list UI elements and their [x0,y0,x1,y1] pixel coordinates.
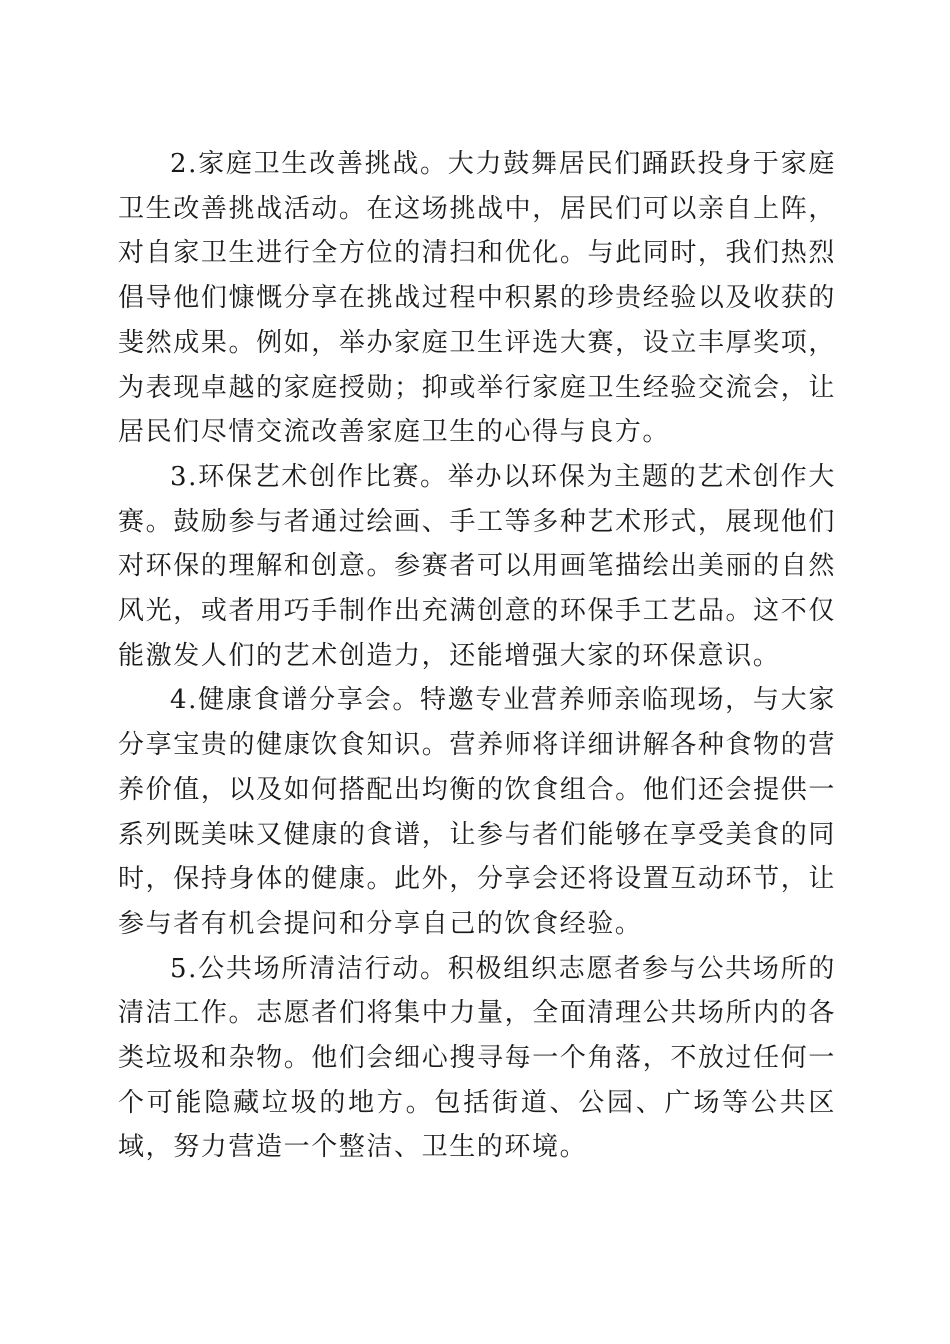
paragraph-public-place-cleanup: 5.公共场所清洁行动。积极组织志愿者参与公共场所的清洁工作。志愿者们将集中力量，全面清理公共场所内的各类垃圾和杂物。他们会细心搜寻每一个角落，不放过任何一个可能隐藏垃圾的地方。包括街道、公园、广场等公共区域，努力营造一个整洁、卫生的环境。 [118,953,836,1163]
paragraph-household-hygiene-challenge: 2.家庭卫生改善挑战。大力鼓舞居民们踊跃投身于家庭卫生改善挑战活动。在这场挑战中，居民们可以亲自上阵，对自家卫生进行全方位的清扫和优化。与此同时，我们热烈倡导他们慷慨分享在挑战过程中积累的珍贵经验以及收获的斐然成果。例如，举办家庭卫生评选大赛，设立丰厚奖项，为表现卓越的家庭授勋；抑或举行家庭卫生经验交流会，让居民们尽情交流改善家庭卫生的心得与良方。 [118,149,836,448]
document-body [118,142,836,1170]
paragraph-healthy-recipe-sharing: 4.健康食谱分享会。特邀专业营养师亲临现场，与大家分享宝贵的健康饮食知识。营养师将详细讲解各种食物的营养价值，以及如何搭配出均衡的饮食组合。他们还会提供一系列既美味又健康的食谱，让参与者们能够在享受美食的同时，保持身体的健康。此外，分享会还将设置互动环节，让参与者有机会提问和分享自己的饮食经验。 [118,685,836,939]
paragraph-eco-art-contest: 3.环保艺术创作比赛。举办以环保为主题的艺术创作大赛。鼓励参与者通过绘画、手工等多种艺术形式，展现他们对环保的理解和创意。参赛者可以用画笔描绘出美丽的自然风光，或者用巧手制作出充满创意的环保手工艺品。这不仅能激发人们的艺术创造力，还能增强大家的环保意识。 [118,461,836,671]
